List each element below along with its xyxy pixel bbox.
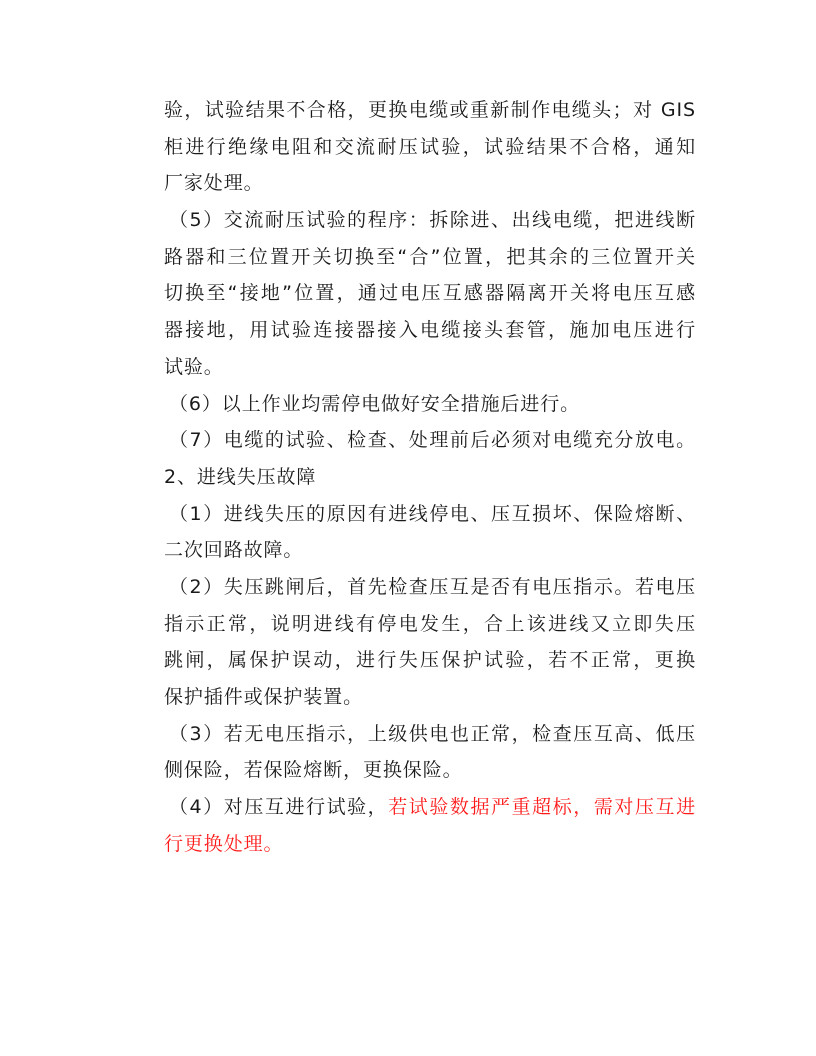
text-line: （2）失压跳闸后，首先检查压互是否有电压指示。若电压 (169, 575, 696, 598)
text-line: 保护插件或保护装置。 (164, 686, 364, 708)
text-line: 器接地，用试验连接器接入电缆接头套管，施加电压进行 (164, 319, 696, 342)
text-line: （3）若无电压指示，上级供电也正常，检查压互高、低压 (169, 722, 696, 745)
text-line: （6）以上作业均需停电做好安全措施后进行。 (169, 392, 580, 415)
section-heading: 2、进线失压故障 (164, 465, 317, 488)
text-line: 跳闸，属保护误动，进行失压保护试验，若不正常，更换 (164, 649, 696, 672)
highlight-text-line: 行更换处理。 (164, 832, 284, 855)
text-line: （7）电缆的试验、检查、处理前后必须对电缆充分放电。 (169, 429, 696, 452)
text-line: 路器和三位置开关切换至“合”位置，把其余的三位置开关 (164, 245, 696, 268)
highlight-text: 若试验数据严重超标，需对压互进 (388, 796, 696, 819)
document-body (164, 92, 696, 862)
text-line: 试验。 (164, 355, 224, 378)
text-segment: （4）对压互进行试验， (169, 796, 389, 819)
text-line-mixed (164, 789, 696, 826)
text-line: 二次回路故障。 (164, 539, 304, 562)
text-line: （5）交流耐压试验的程序：拆除进、出线电缆，把进线断 (169, 209, 696, 232)
text-line: 厂家处理。 (164, 172, 264, 195)
text-line: 切换至“接地”位置，通过电压互感器隔离开关将电压互感 (164, 282, 696, 305)
text-line: （1）进线失压的原因有进线停电、压互损坏、保险熔断、 (169, 502, 696, 525)
text-line: 指示正常，说明进线有停电发生，合上该进线又立即失压 (164, 612, 696, 635)
text-line: 侧保险，若保险熔断，更换保险。 (164, 759, 463, 782)
text-line: 验，试验结果不合格，更换电缆或重新制作电缆头；对 GIS (164, 99, 696, 121)
text-line: 柜进行绝缘电阻和交流耐压试验，试验结果不合格，通知 (164, 135, 696, 158)
